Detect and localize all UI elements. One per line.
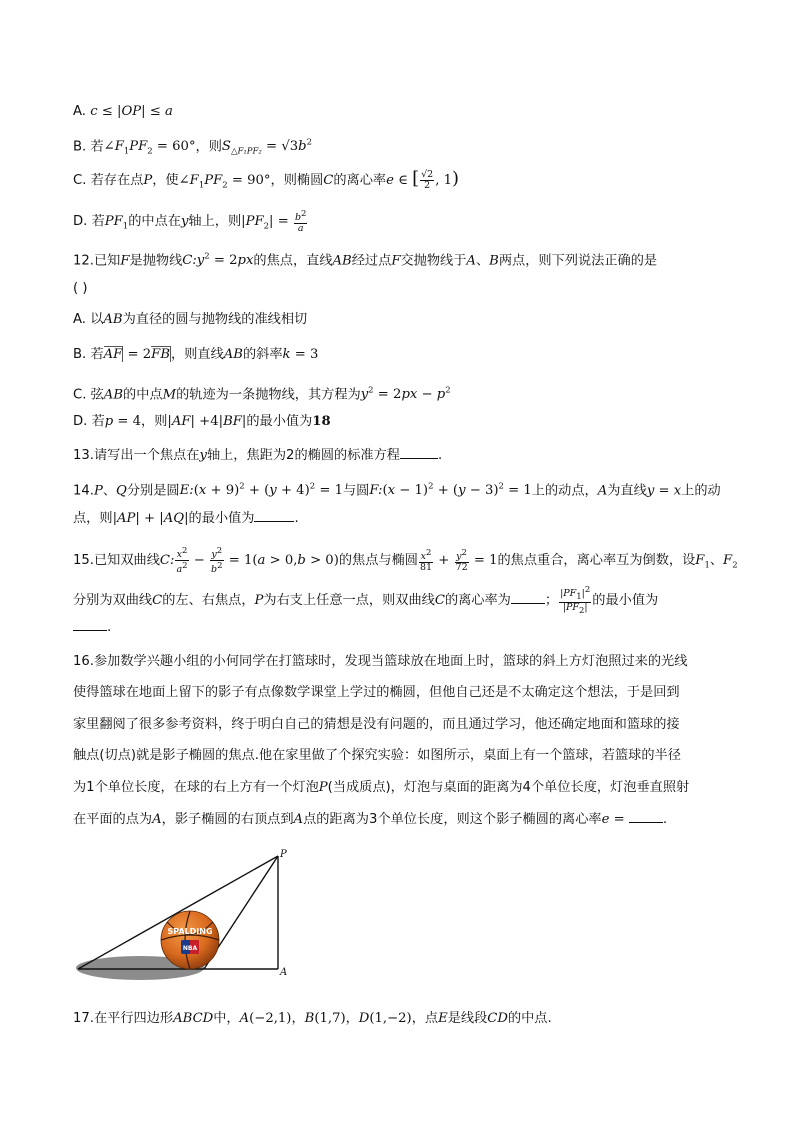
formula: $y^2 = 2px - p^2$ bbox=[360, 386, 451, 403]
formula: B bbox=[489, 253, 499, 269]
q16-line4: 触点(切点)就是影子椭圆的焦点.他在家里做了个探究实验：如图所示，桌面上有一个篮球，若篮球的半径 bbox=[73, 748, 681, 763]
formula: $S_{\triangle F_1PF_2} = √3b^2$ bbox=[221, 138, 312, 158]
text: 的最小值为 bbox=[188, 511, 255, 526]
text: 轴上，则 bbox=[188, 214, 242, 230]
formula: E bbox=[438, 1011, 448, 1026]
question-number: 13. bbox=[73, 448, 94, 463]
q12-option-a bbox=[73, 311, 307, 329]
formula: P bbox=[254, 592, 264, 608]
q11-option-d bbox=[73, 209, 308, 236]
text: 请写出一个焦点在 bbox=[93, 448, 200, 463]
text: 、 bbox=[709, 553, 724, 569]
text: 的轨迹为一条抛物线，其方程为 bbox=[176, 387, 361, 403]
q14-line1 bbox=[73, 478, 721, 500]
q12-option-b bbox=[73, 346, 318, 364]
answer-blank[interactable] bbox=[254, 509, 294, 522]
q11-option-b-label: B. bbox=[73, 139, 87, 155]
text: 、 bbox=[102, 483, 117, 499]
basketball bbox=[161, 911, 219, 969]
text: 上的动 bbox=[681, 483, 721, 499]
question-number: 16. bbox=[73, 654, 94, 669]
formula: M bbox=[162, 387, 177, 403]
formula: e = bbox=[601, 812, 625, 827]
q12-paren: ( ) bbox=[73, 281, 88, 296]
ball-text-spalding: SPALDING bbox=[167, 927, 213, 936]
formula: P bbox=[318, 780, 328, 795]
formula: A(−2,1) bbox=[239, 1011, 292, 1026]
q15-line2 bbox=[73, 585, 658, 616]
basketball-shadow-figure bbox=[72, 842, 302, 996]
formula: $\angle F_1PF_2 = 60^\circ$ bbox=[103, 139, 196, 158]
formula: CD bbox=[487, 1011, 508, 1026]
answer-blank[interactable] bbox=[629, 810, 663, 823]
formula: k = 3 bbox=[282, 347, 319, 362]
q11-option-a bbox=[73, 103, 173, 121]
formula: AF = 2FB bbox=[103, 347, 171, 362]
formula: F:(x − $1)^2 + (y - 3)^2 = 1$ bbox=[369, 482, 532, 499]
formula: $F_2$ bbox=[723, 553, 738, 571]
text: ， bbox=[291, 1011, 305, 1026]
text: ，影子椭圆的右顶点到 bbox=[161, 812, 294, 827]
text: ，则 bbox=[195, 139, 222, 155]
formula: $C:y^2 = 2px$ bbox=[182, 252, 254, 269]
text: ； bbox=[544, 592, 559, 608]
formula: y bbox=[199, 448, 207, 463]
formula: P bbox=[93, 483, 103, 499]
text: 已知 bbox=[93, 253, 121, 269]
text: . bbox=[437, 448, 443, 463]
text: 的最小值为 bbox=[246, 414, 313, 429]
formula: $\frac{x^2}{81}$ + $\frac{y^2}{72}$ = 1 bbox=[419, 548, 498, 574]
text: 若 bbox=[90, 347, 104, 362]
formula: AB bbox=[332, 253, 352, 269]
text: (当成质点)，灯泡与桌面的距离为4个单位长度，灯泡垂直照射 bbox=[327, 780, 690, 795]
q15-line3 bbox=[73, 618, 111, 637]
answer-blank[interactable] bbox=[400, 446, 438, 459]
answer-blank[interactable] bbox=[73, 618, 107, 631]
text: 若 bbox=[91, 414, 105, 429]
q17 bbox=[73, 1010, 552, 1028]
text: 的离心率为 bbox=[444, 592, 511, 608]
formula: AB bbox=[223, 347, 243, 362]
text: 为直径的圆与抛物线的准线相切 bbox=[122, 312, 308, 327]
formula: |AP| + |AQ| bbox=[112, 511, 189, 526]
q11-option-a-formula: c ≤ |OP| ≤ a bbox=[90, 104, 173, 119]
formula: A bbox=[466, 253, 476, 269]
text: 参加数学兴趣小组的小何同学在打篮球时，发现当篮球放在地面上时，篮球的斜上方灯泡照过来的光线 bbox=[93, 654, 688, 669]
text: 的中点在 bbox=[128, 214, 181, 230]
formula: e ∈ [ $\frac{√2}{2}$ , 1) bbox=[386, 168, 460, 191]
answer-blank[interactable] bbox=[511, 591, 545, 604]
q12-option-c bbox=[73, 382, 451, 404]
q16-line1 bbox=[73, 653, 687, 671]
text: 弦 bbox=[90, 387, 104, 403]
formula: F bbox=[120, 253, 130, 269]
text: 若 bbox=[90, 139, 104, 155]
q11-option-a-label: A. bbox=[73, 104, 86, 119]
text: 以 bbox=[90, 312, 104, 327]
text: . bbox=[294, 511, 299, 526]
text: 在平面的点为 bbox=[73, 812, 153, 827]
formula: $\angle F_1PF_2 = 90^\circ$ bbox=[178, 173, 271, 191]
text: ，点 bbox=[411, 1011, 439, 1026]
formula: A bbox=[293, 812, 304, 827]
q13 bbox=[73, 446, 442, 465]
q16-line6 bbox=[73, 810, 667, 829]
formula: ABCD bbox=[173, 1011, 214, 1026]
formula: A bbox=[597, 483, 608, 499]
text: 的焦点与椭圆 bbox=[338, 553, 418, 569]
text: 为右支上任意一点，则双曲线 bbox=[263, 592, 435, 608]
q11-option-d-label: D. bbox=[73, 214, 88, 230]
text: 交抛物线于 bbox=[400, 253, 467, 269]
text: 的左、右焦点， bbox=[162, 592, 255, 608]
text: 的中点. bbox=[507, 1011, 552, 1026]
formula: P bbox=[143, 173, 153, 188]
q16-line3: 家里翻阅了很多参考资料，终于明白自己的猜想是没有问题的，而且通过学习，他还确定地面和篮球的接 bbox=[73, 717, 680, 732]
text: 已知双曲线 bbox=[93, 553, 160, 569]
text: 若存在点 bbox=[90, 173, 144, 188]
text: 、 bbox=[475, 253, 490, 269]
text: 是抛物线 bbox=[129, 253, 183, 269]
q11-option-c-label: C. bbox=[73, 173, 87, 188]
text: 的中点 bbox=[123, 387, 163, 403]
formula: AB bbox=[103, 387, 124, 403]
text: ，则 bbox=[141, 414, 168, 429]
text: 在平行四边形 bbox=[93, 1011, 174, 1026]
formula: AB bbox=[103, 312, 123, 327]
text: 是线段 bbox=[447, 1011, 488, 1026]
question-number: 12. bbox=[73, 253, 94, 269]
formula: C: $\frac{x^2}{a^2}$ − $\frac{y^2}{b^2}$ = 1(a > 0,b > 0) bbox=[159, 546, 339, 576]
text: 的最小值为 bbox=[592, 592, 659, 608]
formula: C bbox=[323, 173, 334, 188]
q11-option-b bbox=[73, 134, 312, 161]
q16-line5 bbox=[73, 779, 689, 797]
text: 分别为双曲线 bbox=[73, 592, 153, 608]
question-number: 17. bbox=[73, 1011, 94, 1026]
formula: C bbox=[152, 592, 163, 608]
text: 点的距离为3个单位长度，则这个影子椭圆的离心率 bbox=[303, 812, 602, 827]
text: 经过点 bbox=[351, 253, 392, 269]
formula: $F_1$ bbox=[695, 553, 710, 571]
text: . bbox=[107, 620, 112, 635]
formula: E:(x + $9)^2 + (y + 4)^2 = 1$ bbox=[179, 482, 343, 499]
text: 点，则 bbox=[73, 511, 113, 526]
formula: $|PF_2|$ = $\frac{b^2}{a}$ bbox=[241, 209, 307, 235]
formula: p = 4 bbox=[104, 414, 142, 429]
formula: F bbox=[391, 253, 401, 269]
text: 与圆 bbox=[342, 483, 370, 499]
formula: Q bbox=[116, 483, 127, 499]
text: ，则直线 bbox=[171, 347, 224, 362]
q11-option-c bbox=[73, 170, 459, 195]
formula: $PF_1$ bbox=[104, 214, 129, 232]
q12-stem bbox=[73, 248, 657, 270]
formula: D(1,−2) bbox=[358, 1011, 412, 1026]
text: ， bbox=[345, 1011, 359, 1026]
question-number: 14. bbox=[73, 483, 94, 499]
formula: 18 bbox=[312, 414, 331, 429]
text: 为直线 bbox=[607, 483, 647, 499]
formula: B(1,7) bbox=[304, 1011, 346, 1026]
q12-option-d bbox=[73, 413, 331, 431]
ball-text-nba: NBA bbox=[182, 945, 198, 952]
label-a: A bbox=[280, 967, 288, 978]
q15-line1 bbox=[73, 546, 738, 575]
text: 轴上，焦距为2的椭圆的标准方程 bbox=[206, 448, 400, 463]
text: 分别是圆 bbox=[126, 483, 180, 499]
text: 的焦点重合，离心率互为倒数，设 bbox=[497, 553, 696, 569]
q14-line2 bbox=[73, 509, 299, 528]
option-label: B. bbox=[73, 347, 87, 362]
formula: A bbox=[152, 812, 162, 827]
text: 若 bbox=[91, 214, 105, 230]
figure-svg bbox=[72, 842, 302, 992]
text: 中， bbox=[213, 1011, 240, 1026]
q16-line2: 使得篮球在地面上留下的影子有点像数学课堂上学过的椭圆，但他自己还是不太确定这个想法，于是回到 bbox=[73, 685, 680, 700]
option-label: D. bbox=[73, 414, 88, 429]
text: ，使 bbox=[152, 173, 179, 188]
formula: |AF| +4|BF| bbox=[167, 414, 247, 429]
text: 的离心率 bbox=[333, 173, 387, 188]
question-number: 15. bbox=[73, 553, 94, 569]
formula: $\frac{|PF_1|^2}{|PF_2|}$ bbox=[560, 585, 591, 616]
text: 的斜率 bbox=[242, 347, 283, 362]
text: ，则椭圆 bbox=[270, 173, 324, 188]
formula: y bbox=[180, 214, 189, 230]
text: 两点，则下列说法正确的是 bbox=[498, 253, 658, 269]
formula: C bbox=[434, 592, 445, 608]
text: 上的动点， bbox=[531, 483, 598, 499]
text: 为1个单位长度，在球的右上方有一个灯泡 bbox=[73, 780, 319, 795]
option-label: C. bbox=[73, 387, 87, 403]
text: . bbox=[662, 812, 668, 827]
text: 的焦点，直线 bbox=[253, 253, 333, 269]
option-label: A. bbox=[73, 312, 86, 327]
label-p: P bbox=[280, 849, 287, 860]
formula: y = x bbox=[646, 483, 682, 499]
